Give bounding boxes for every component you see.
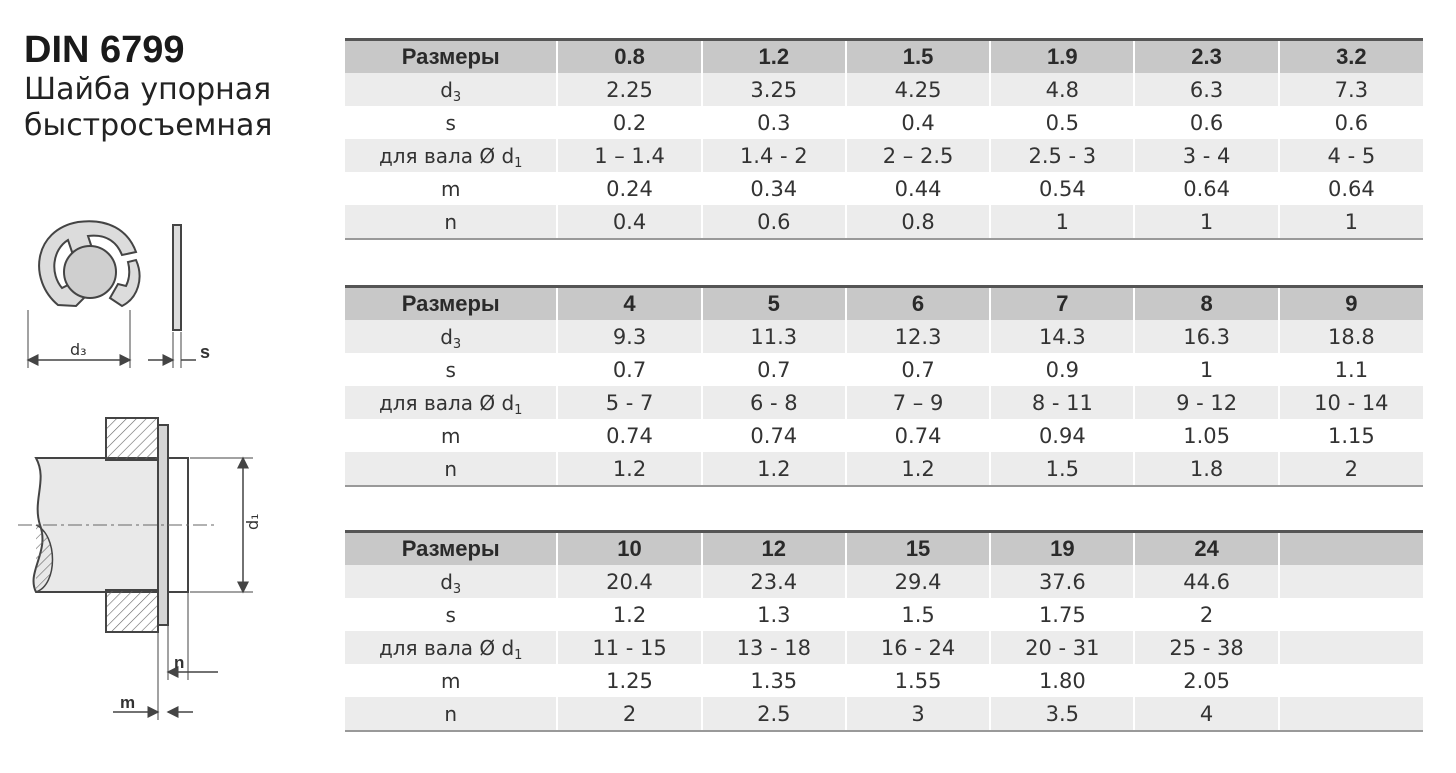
value-cell: 2 – 2.5: [846, 139, 990, 172]
page-title: DIN 6799: [24, 29, 185, 71]
washer-side-view: [148, 225, 210, 368]
value-cell: 0.64: [1134, 172, 1278, 205]
value-cell: 1.75: [990, 598, 1134, 631]
table-row-shaft: [345, 139, 1423, 172]
value-cell: 4.25: [846, 73, 990, 106]
value-cell: 1.15: [1279, 419, 1423, 452]
value-cell: 2: [557, 697, 701, 731]
size-cell: 12: [702, 532, 846, 566]
value-cell: 0.64: [1279, 172, 1423, 205]
value-cell: 1.8: [1134, 452, 1278, 486]
size-cell: 19: [990, 532, 1134, 566]
value-cell: 0.7: [702, 353, 846, 386]
value-cell: 4.8: [990, 73, 1134, 106]
size-cell: 15: [846, 532, 990, 566]
row-label-shaft: для вала Ø $d_1$: [345, 631, 557, 664]
size-cell: 2.3: [1134, 40, 1278, 74]
value-cell: 1.4 - 2: [702, 139, 846, 172]
value-cell: 0.94: [990, 419, 1134, 452]
row-label-n: n: [345, 205, 557, 239]
value-cell: 1.80: [990, 664, 1134, 697]
value-cell: 3 - 4: [1134, 139, 1278, 172]
value-cell: 0.7: [557, 353, 701, 386]
table-row-s: [345, 598, 1423, 631]
value-cell: 1.25: [557, 664, 701, 697]
size-cell: 6: [846, 287, 990, 321]
header-row: [345, 40, 1423, 74]
row-label-d3: $d_3$: [345, 565, 557, 598]
value-cell: 0.4: [557, 205, 701, 239]
table-row-d3: [345, 73, 1423, 106]
value-cell: 0.4: [846, 106, 990, 139]
subtitle-line-2: быстросъемная: [24, 108, 273, 143]
value-cell: 0.44: [846, 172, 990, 205]
value-cell: 0.9: [990, 353, 1134, 386]
value-cell: 4: [1134, 697, 1278, 731]
value-cell: 4 - 5: [1279, 139, 1423, 172]
size-table-1: [345, 38, 1423, 240]
drawing-label-d3: d₃: [70, 340, 87, 359]
value-cell: 0.6: [1279, 106, 1423, 139]
table-row-n: [345, 452, 1423, 486]
value-cell: 2.05: [1134, 664, 1278, 697]
size-cell: 0.8: [557, 40, 701, 74]
value-cell: 8 - 11: [990, 386, 1134, 419]
table-row-shaft: [345, 631, 1423, 664]
size-table-3: [345, 530, 1423, 732]
drawing-label-s: s: [200, 342, 211, 362]
size-cell: 1.9: [990, 40, 1134, 74]
row-label-sizes: Размеры: [345, 287, 557, 321]
value-cell: 44.6: [1134, 565, 1278, 598]
washer-technical-drawing: [18, 200, 268, 725]
value-cell: 0.74: [702, 419, 846, 452]
value-cell: 9.3: [557, 320, 701, 353]
row-label-sizes: Размеры: [345, 40, 557, 74]
table-row-m: [345, 172, 1423, 205]
washer-top-view: [28, 221, 140, 368]
size-cell: 7: [990, 287, 1134, 321]
row-label-sizes: Размеры: [345, 532, 557, 566]
value-cell: 13 - 18: [702, 631, 846, 664]
value-cell: 2.5 - 3: [990, 139, 1134, 172]
size-cell: 5: [702, 287, 846, 321]
size-cell: 10: [557, 532, 701, 566]
table-row-n: [345, 697, 1423, 731]
value-cell: 0.6: [1134, 106, 1278, 139]
value-cell: 0.3: [702, 106, 846, 139]
value-cell: 18.8: [1279, 320, 1423, 353]
value-cell: 9 - 12: [1134, 386, 1278, 419]
drawing-label-m: m: [120, 693, 136, 712]
title-block: [24, 28, 324, 144]
value-cell: 7.3: [1279, 73, 1423, 106]
size-cell: 8: [1134, 287, 1278, 321]
row-label-n: n: [345, 452, 557, 486]
drawing-label-d1: d₁: [243, 513, 262, 530]
value-cell: 0.74: [557, 419, 701, 452]
value-cell: 12.3: [846, 320, 990, 353]
table-row-m: [345, 419, 1423, 452]
value-cell: 14.3: [990, 320, 1134, 353]
size-cell: 1.2: [702, 40, 846, 74]
value-cell: 16 - 24: [846, 631, 990, 664]
size-cell: 4: [557, 287, 701, 321]
table-row-n: [345, 205, 1423, 239]
value-cell: 37.6: [990, 565, 1134, 598]
row-label-shaft: для вала Ø $d_1$: [345, 386, 557, 419]
value-cell: 1 – 1.4: [557, 139, 701, 172]
value-cell: [1279, 631, 1423, 664]
value-cell: 3.25: [702, 73, 846, 106]
value-cell: 6 - 8: [702, 386, 846, 419]
value-cell: 1: [1134, 205, 1278, 239]
value-cell: 1.2: [557, 452, 701, 486]
row-label-m: m: [345, 172, 557, 205]
header-row: [345, 532, 1423, 566]
value-cell: 23.4: [702, 565, 846, 598]
value-cell: 1: [1134, 353, 1278, 386]
value-cell: 0.6: [702, 205, 846, 239]
value-cell: 6.3: [1134, 73, 1278, 106]
size-cell: 24: [1134, 532, 1278, 566]
value-cell: 0.8: [846, 205, 990, 239]
value-cell: 1.2: [702, 452, 846, 486]
value-cell: 1.2: [557, 598, 701, 631]
value-cell: 1.2: [846, 452, 990, 486]
drawing-label-n: n: [174, 653, 185, 672]
subtitle-line-1: Шайба упорная: [24, 72, 272, 107]
value-cell: [1279, 565, 1423, 598]
value-cell: 20 - 31: [990, 631, 1134, 664]
value-cell: 1: [990, 205, 1134, 239]
row-label-s: s: [345, 106, 557, 139]
value-cell: 29.4: [846, 565, 990, 598]
value-cell: 1.5: [990, 452, 1134, 486]
value-cell: 16.3: [1134, 320, 1278, 353]
value-cell: 7 – 9: [846, 386, 990, 419]
value-cell: 5 - 7: [557, 386, 701, 419]
row-label-shaft: для вала Ø $d_1$: [345, 139, 557, 172]
size-cell: [1279, 532, 1423, 566]
value-cell: 0.74: [846, 419, 990, 452]
table-row-m: [345, 664, 1423, 697]
value-cell: 0.7: [846, 353, 990, 386]
value-cell: 0.34: [702, 172, 846, 205]
value-cell: 0.54: [990, 172, 1134, 205]
value-cell: 11 - 15: [557, 631, 701, 664]
value-cell: [1279, 598, 1423, 631]
table-row-d3: [345, 565, 1423, 598]
row-label-m: m: [345, 664, 557, 697]
table-row-shaft: [345, 386, 1423, 419]
table-row-d3: [345, 320, 1423, 353]
size-cell: 9: [1279, 287, 1423, 321]
value-cell: 1: [1279, 205, 1423, 239]
size-cell: 3.2: [1279, 40, 1423, 74]
row-label-m: m: [345, 419, 557, 452]
value-cell: 1.3: [702, 598, 846, 631]
row-label-d3: $d_3$: [345, 320, 557, 353]
value-cell: 2.25: [557, 73, 701, 106]
value-cell: 1.55: [846, 664, 990, 697]
value-cell: 2: [1134, 598, 1278, 631]
row-label-d3: $d_3$: [345, 73, 557, 106]
value-cell: 11.3: [702, 320, 846, 353]
value-cell: 1.35: [702, 664, 846, 697]
value-cell: 10 - 14: [1279, 386, 1423, 419]
value-cell: 25 - 38: [1134, 631, 1278, 664]
size-table-2: [345, 285, 1423, 487]
value-cell: 0.2: [557, 106, 701, 139]
table-row-s: [345, 353, 1423, 386]
value-cell: 1.1: [1279, 353, 1423, 386]
value-cell: 3: [846, 697, 990, 731]
row-label-s: s: [345, 598, 557, 631]
value-cell: [1279, 664, 1423, 697]
row-label-n: n: [345, 697, 557, 731]
value-cell: 0.24: [557, 172, 701, 205]
value-cell: 0.5: [990, 106, 1134, 139]
value-cell: 1.05: [1134, 419, 1278, 452]
value-cell: 20.4: [557, 565, 701, 598]
row-label-s: s: [345, 353, 557, 386]
header-row: [345, 287, 1423, 321]
assembly-section-view: [18, 418, 262, 720]
value-cell: 2.5: [702, 697, 846, 731]
value-cell: 1.5: [846, 598, 990, 631]
table-row-s: [345, 106, 1423, 139]
value-cell: 3.5: [990, 697, 1134, 731]
size-cell: 1.5: [846, 40, 990, 74]
value-cell: 2: [1279, 452, 1423, 486]
value-cell: [1279, 697, 1423, 731]
